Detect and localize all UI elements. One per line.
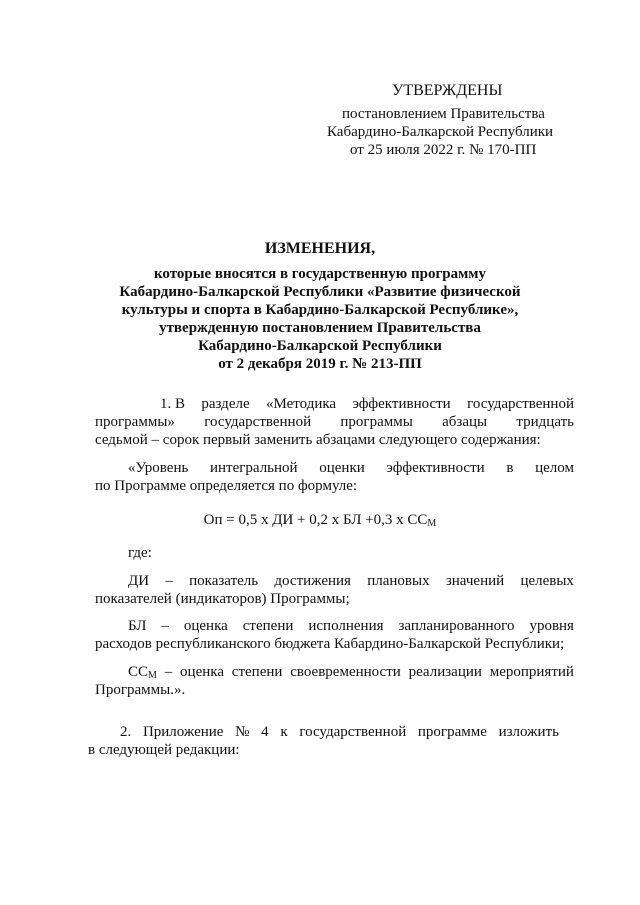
quote-word: оценки bbox=[319, 460, 365, 476]
bl-word: БЛ bbox=[128, 618, 147, 634]
quote-word: интегральной bbox=[209, 460, 298, 476]
bl-word: оценка bbox=[183, 618, 228, 634]
item1-line-1 bbox=[160, 396, 574, 413]
quote-line-1 bbox=[128, 460, 574, 477]
bl-word: степени bbox=[242, 618, 294, 634]
di-word: плановых bbox=[367, 573, 430, 589]
quote-word: целом bbox=[535, 460, 574, 476]
cc-word: реализации bbox=[408, 664, 482, 680]
approval-line-1: постановлением Правительства bbox=[342, 106, 545, 122]
item1-word: «Методика bbox=[265, 396, 337, 412]
cc-word: – bbox=[164, 664, 173, 680]
item1-word: 1. В bbox=[160, 396, 186, 412]
quote-line-2: по Программе определяется по формуле: bbox=[95, 478, 358, 494]
item2-word: к bbox=[280, 724, 288, 740]
di-line-1 bbox=[128, 573, 574, 590]
approval-line-2: Кабардино-Балкарской Республики bbox=[327, 124, 554, 140]
di-word: целевых bbox=[520, 573, 574, 589]
cc-subscript: М bbox=[148, 670, 157, 681]
heading-line-2: Кабардино-Балкарской Республики «Развитие физической bbox=[119, 284, 521, 300]
item1-word: программы» bbox=[95, 414, 175, 430]
bl-word: запланированного bbox=[398, 618, 515, 634]
item1-word: разделе bbox=[201, 396, 250, 412]
item1-word: государственной bbox=[467, 396, 574, 412]
item2-word: изложить bbox=[498, 724, 559, 740]
item2-line-2: в следующей редакции: bbox=[88, 742, 240, 758]
formula bbox=[0, 512, 640, 529]
heading-line-6: от 2 декабря 2019 г. № 213-ПП bbox=[218, 356, 422, 372]
where-label: где: bbox=[128, 545, 152, 561]
item1-word: программы bbox=[340, 414, 413, 430]
di-word: достижения bbox=[274, 573, 351, 589]
item1-word: абзацы bbox=[442, 414, 488, 430]
quote-word: «Уровень bbox=[128, 460, 189, 476]
item2-word: программе bbox=[417, 724, 487, 740]
cc-line-1 bbox=[128, 664, 574, 681]
heading-line-4: утвержденную постановлением Правительства bbox=[159, 320, 481, 336]
item2-word: Приложение bbox=[142, 724, 224, 740]
di-word: – bbox=[165, 573, 173, 589]
quote-word: эффективности bbox=[386, 460, 485, 476]
item2-word: государственной bbox=[299, 724, 407, 740]
bl-line-1 bbox=[128, 618, 574, 635]
cc-abbr bbox=[128, 664, 157, 681]
bl-word: уровня bbox=[529, 618, 574, 634]
heading-line-5: Кабардино-Балкарской Республики bbox=[198, 338, 442, 354]
item1-line-2 bbox=[95, 414, 574, 431]
formula-subscript: М bbox=[427, 518, 437, 529]
document-title: ИЗМЕНЕНИЯ, bbox=[264, 240, 376, 257]
quote-word: в bbox=[506, 460, 514, 476]
di-word: значений bbox=[445, 573, 505, 589]
di-word: ДИ bbox=[128, 573, 150, 589]
cc-word: степени bbox=[231, 664, 283, 680]
formula-main: Оп = 0,5 х ДИ + 0,2 х БЛ +0,3 х СС bbox=[203, 512, 428, 528]
item1-word: государственной bbox=[204, 414, 312, 430]
bl-word: исполнения bbox=[308, 618, 384, 634]
approval-line-3: от 25 июля 2022 г. № 170-ПП bbox=[350, 142, 537, 158]
cc-word: мероприятий bbox=[489, 664, 574, 680]
approval-title: УТВЕРЖДЕНЫ bbox=[392, 82, 503, 99]
cc-word: оценка bbox=[180, 664, 224, 680]
cc-abbr-text: СС bbox=[128, 664, 149, 680]
bl-word: – bbox=[161, 618, 169, 634]
heading-line-3: культуры и спорта в Кабардино-Балкарской Республике», bbox=[121, 302, 519, 318]
item2-line-1 bbox=[120, 724, 559, 741]
cc-line-2: Программы.». bbox=[95, 682, 186, 698]
cc-word: своевременности bbox=[290, 664, 401, 680]
item2-word: № bbox=[235, 724, 250, 740]
item2-word: 2. bbox=[120, 724, 132, 740]
bl-line-2: расходов республиканского бюджета Кабардино-Балкарской Республики; bbox=[95, 636, 565, 652]
item1-line-3: седьмой – сорок первый заменить абзацами следующего содержания: bbox=[95, 432, 541, 448]
di-line-2: показателей (индикаторов) Программы; bbox=[95, 591, 350, 607]
item1-word: тридцать bbox=[516, 414, 574, 430]
di-word: показатель bbox=[189, 573, 259, 589]
heading-line-1: которые вносятся в государственную программу bbox=[153, 266, 487, 282]
item1-word: эффективности bbox=[352, 396, 451, 412]
item2-word: 4 bbox=[261, 724, 269, 740]
